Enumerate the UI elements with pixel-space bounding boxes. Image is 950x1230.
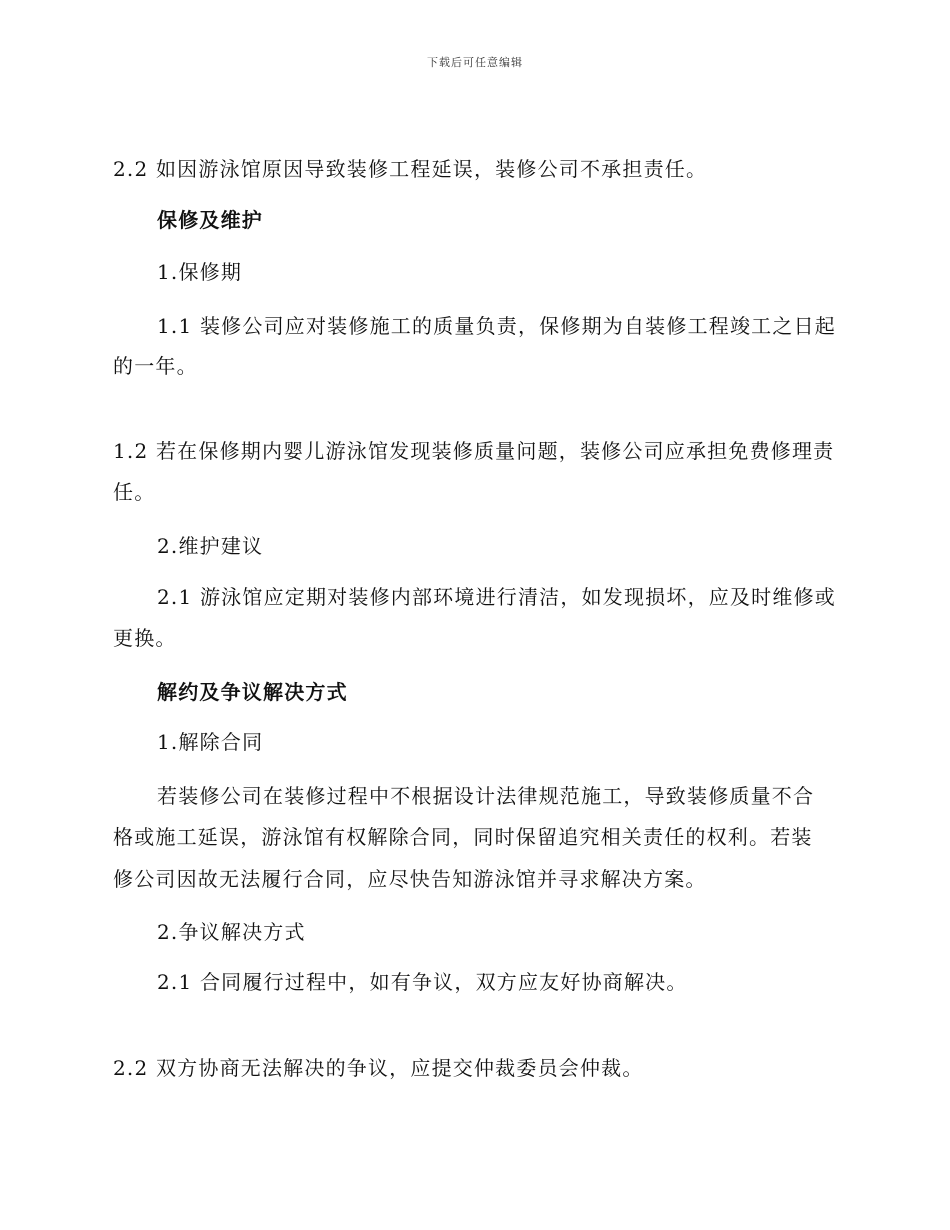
paragraph-1-2-line2: 任。: [113, 480, 156, 504]
subheading-dispute-resolution: 2.争议解决方式: [157, 920, 306, 944]
paragraph-dispute-2-2: 2.2 双方协商无法解决的争议，应提交仲裁委员会仲裁。: [113, 1056, 644, 1080]
paragraph-2-2-delay: 2.2 如因游泳馆原因导致装修工程延误，装修公司不承担责任。: [113, 157, 708, 181]
paragraph-1-2-line1: 1.2 若在保修期内婴儿游泳馆发现装修质量问题，装修公司应承担免费修理责: [113, 439, 835, 463]
subheading-maintenance-advice: 2.维护建议: [157, 534, 264, 558]
paragraph-dispute-2-1: 2.1 合同履行过程中，如有争议，双方应友好协商解决。: [157, 970, 688, 994]
paragraph-termination-line2: 格或施工延误，游泳馆有权解除合同，同时保留追究相关责任的权利。若装: [113, 825, 813, 849]
section-heading-warranty: 保修及维护: [157, 208, 263, 232]
paragraph-2-1-line2: 更换。: [113, 626, 177, 650]
subheading-warranty-period: 1.保修期: [157, 260, 243, 284]
paragraph-termination-line1: 若装修公司在装修过程中不根据设计法律规范施工，导致装修质量不合: [157, 784, 815, 808]
subheading-contract-termination: 1.解除合同: [157, 730, 264, 754]
paragraph-2-1-line1: 2.1 游泳馆应定期对装修内部环境进行清洁，如发现损坏，应及时维修或: [157, 585, 836, 609]
paragraph-1-1-line1: 1.1 装修公司应对装修施工的质量负责，保修期为自装修工程竣工之日起: [157, 314, 836, 338]
section-heading-termination-dispute: 解约及争议解决方式: [157, 680, 348, 704]
paragraph-1-1-line2: 的一年。: [113, 354, 198, 378]
paragraph-termination-line3: 修公司因故无法履行合同，应尽快告知游泳馆并寻求解决方案。: [113, 867, 707, 891]
page-header-note: 下载后可任意编辑: [427, 56, 523, 69]
